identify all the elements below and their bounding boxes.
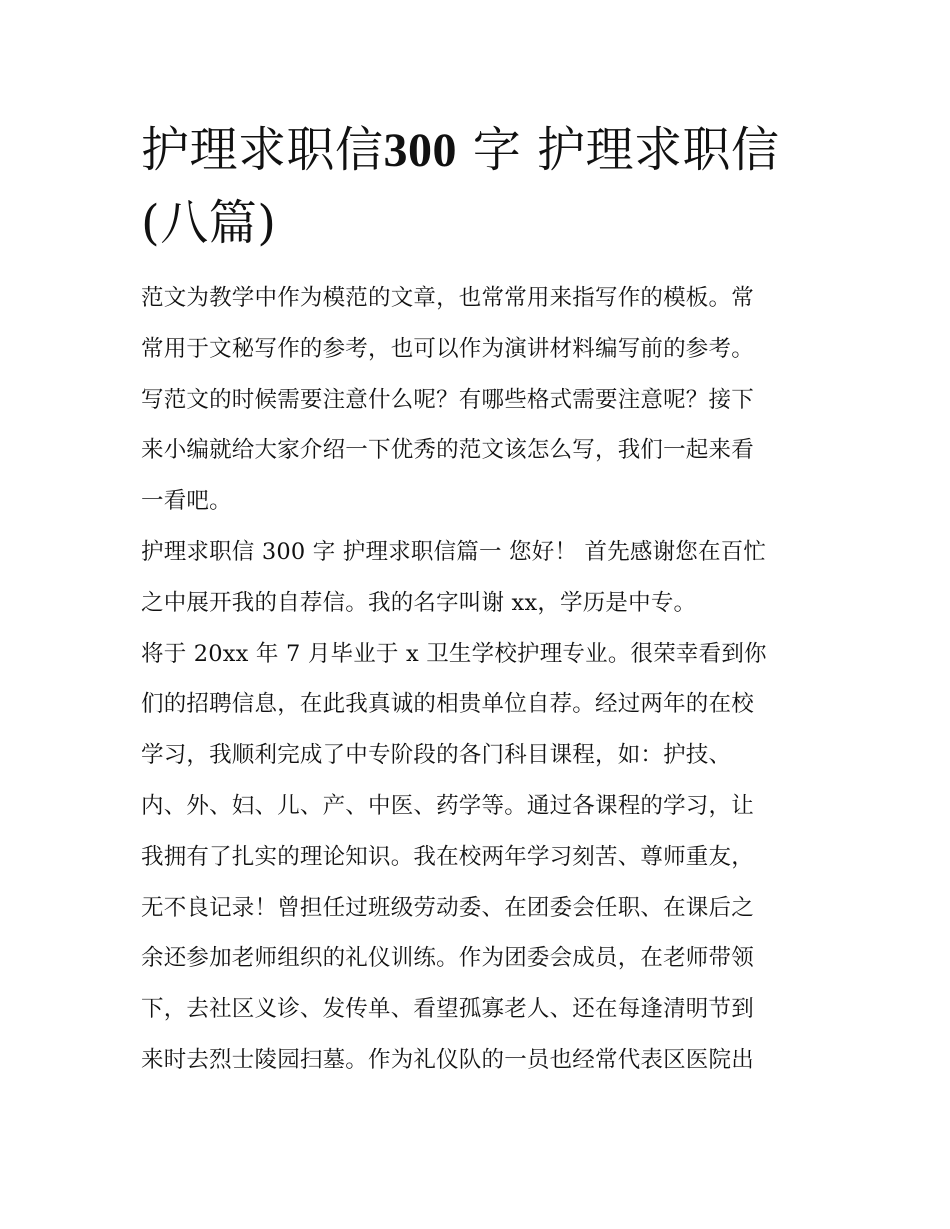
document-title <box>141 114 813 259</box>
body-line: 来时去烈士陵园扫墓。作为礼仪队的一员也经常代表区医院出 <box>141 1046 754 1073</box>
body-line: 写范文的时候需要注意什么呢？有哪些格式需要注意呢？接下 <box>141 386 754 413</box>
body-line: 范文为教学中作为模范的文章，也常常用来指写作的模板。常 <box>141 285 754 311</box>
body-line: 内、外、妇、儿、产、中医、药学等。通过各课程的学习，让 <box>141 792 754 819</box>
body-line: 一看吧。 <box>141 488 232 515</box>
title-text-line2: (八篇) <box>141 195 277 251</box>
document-body <box>141 273 813 1086</box>
title-number: 300 <box>383 124 458 177</box>
title-text-part2: 字 护理求职信 <box>472 122 780 178</box>
body-line: 之中展开我的自荐信。我的名字叫谢 xx，学历是中专。 <box>141 589 697 616</box>
body-line: 们的招聘信息，在此我真诚的相贵单位自荐。经过两年的在校 <box>141 691 754 718</box>
body-line: 余还参加老师组织的礼仪训练。作为团委会成员，在老师带领 <box>141 945 754 972</box>
body-line: 下，去社区义诊、发传单、看望孤寡老人、还在每逢清明节到 <box>141 996 754 1023</box>
body-line: 学习，我顺利完成了中专阶段的各门科目课程，如：护技、 <box>141 742 732 769</box>
body-line: 护理求职信 300 字 护理求职信篇一 您好！ 首先感谢您在百忙 <box>141 538 767 565</box>
body-line: 常用于文秘写作的参考，也可以作为演讲材料编写前的参考。 <box>141 335 754 362</box>
title-text-part1: 护理求职信 <box>141 122 384 178</box>
body-line: 将于 20xx 年 7 月毕业于 x 卫生学校护理专业。很荣幸看到你 <box>141 640 767 667</box>
body-line: 我拥有了扎实的理论知识。我在校两年学习刻苦、尊师重友， <box>141 843 754 870</box>
body-line: 无不良记录！曾担任过班级劳动委、在团委会任职、在课后之 <box>141 894 754 921</box>
document-content <box>141 114 813 1086</box>
body-line: 来小编就给大家介绍一下优秀的范文该怎么写，我们一起来看 <box>141 437 754 464</box>
